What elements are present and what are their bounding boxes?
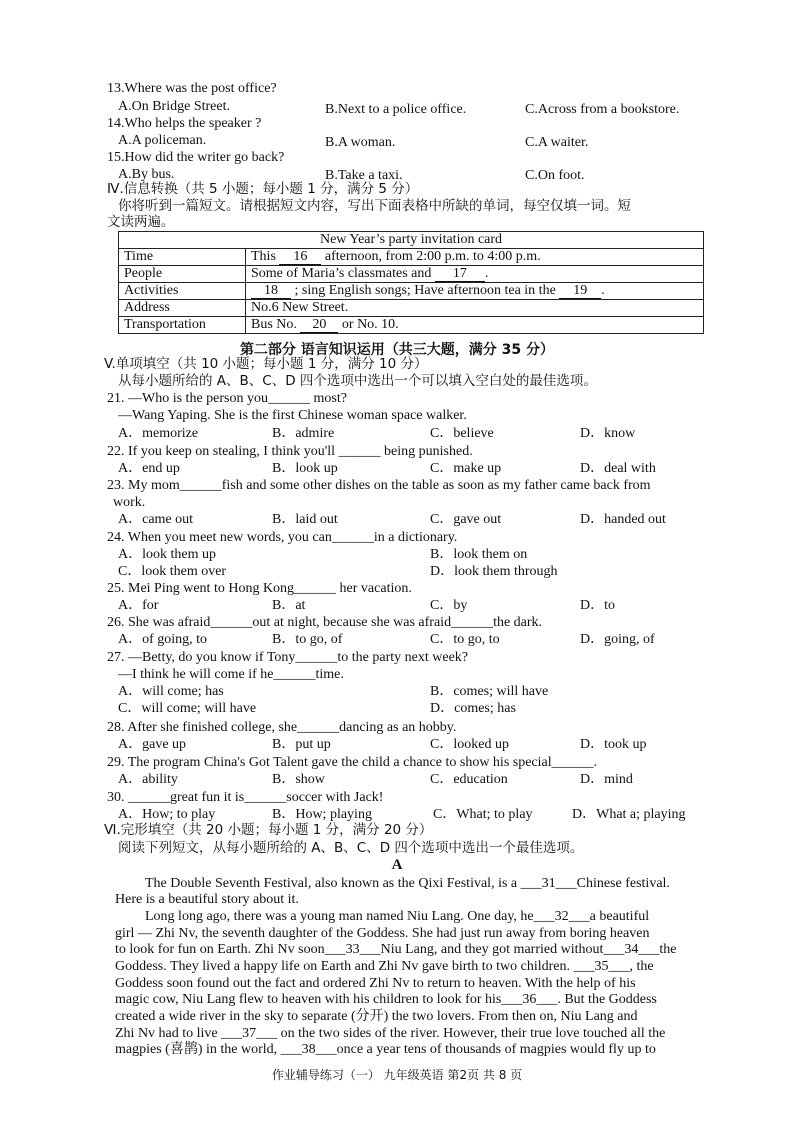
part-2-heading: 第二部分 语言知识运用（共三大题，满分 35 分） — [239, 342, 555, 358]
passage-line: Goddess. They lived a happy life on Earth and Zhi Nv gave birth to two children. ___35___, the — [115, 959, 654, 974]
question-14: 14.Who helps the speaker ? — [107, 116, 262, 131]
question-27: 27. —Betty, do you know if Tony______to the party next week? — [107, 650, 469, 665]
question-21-line2: —Wang Yaping. She is the first Chinese woman space walker. — [118, 408, 467, 423]
section-6-heading: Ⅵ.完形填空（共 20 小题；每小题 1 分，满分 20 分） — [104, 822, 433, 838]
row-value: Bus No. 20 or No. 10. — [246, 317, 704, 334]
blank-17[interactable]: 17 — [435, 267, 485, 282]
q30-option-a[interactable]: A．How; to play — [118, 807, 216, 822]
q21-option-d[interactable]: D．know — [580, 426, 636, 441]
row-value: 18 ; sing English songs; Have afternoon tea in the 19 . — [246, 283, 704, 300]
row-label: Activities — [119, 283, 246, 300]
q29-option-c[interactable]: C．education — [430, 772, 508, 787]
row-label: People — [119, 266, 246, 283]
table-row — [119, 266, 704, 283]
q13-option-b: B.Next to a police office. — [325, 102, 467, 117]
question-30: 30. ______great fun it is______soccer with Jack! — [107, 790, 384, 805]
q24-option-a[interactable]: A．look them up — [118, 547, 216, 562]
q14-option-c: C.A waiter. — [525, 135, 589, 150]
question-28: 28. After she finished college, she______dancing as an hobby. — [107, 720, 457, 735]
question-27-line2: —I think he will come if he______time. — [118, 667, 344, 682]
q27-option-d[interactable]: D．comes; has — [430, 701, 516, 716]
row-value: This 16 afternoon, from 2:00 p.m. to 4:00 p.m. — [246, 249, 704, 266]
q14-option-a: A.A policeman. — [118, 133, 207, 148]
q25-option-b[interactable]: B．at — [272, 598, 306, 613]
page-footer: 作业辅导练习（一） 九年级英语 第2页 共 8 页 — [271, 1068, 523, 1082]
question-25: 25. Mei Ping went to Hong Kong______ her vacation. — [107, 581, 412, 596]
q25-option-a[interactable]: A．for — [118, 598, 159, 613]
row-value: Some of Maria’s classmates and 17 . — [246, 266, 704, 283]
section-5-instruction: 从每小题所给的 A、B、C、D 四个选项中选出一个可以填入空白处的最佳选项。 — [118, 373, 597, 389]
q26-option-c[interactable]: C．to go, to — [430, 632, 500, 647]
passage-line: girl — Zhi Nv, the seventh daughter of the Goddess. She had just run away from boring heaven — [115, 926, 650, 941]
q23-option-d[interactable]: D．handed out — [580, 512, 666, 527]
q24-option-b[interactable]: B．look them on — [430, 547, 528, 562]
passage-line: Long long ago, there was a young man named Niu Lang. One day, he___32___a beautiful — [145, 909, 650, 924]
question-23: 23. My mom______fish and some other dishes on the table as soon as my father came back from — [107, 478, 651, 493]
q27-option-a[interactable]: A．will come; has — [118, 684, 224, 699]
row-label: Address — [119, 300, 246, 317]
passage-line: created a wide river in the sky to separate (分开) the two lovers. From then on, Niu Lang and — [115, 1009, 638, 1024]
question-23-line2: work. — [113, 495, 146, 510]
q24-option-c[interactable]: C．look them over — [118, 564, 227, 579]
q15-option-b: B.Take a taxi. — [325, 168, 403, 183]
q22-option-c[interactable]: C．make up — [430, 461, 502, 476]
question-22: 22. If you keep on stealing, I think you'll ______ being punished. — [107, 444, 473, 459]
row-label: Time — [119, 249, 246, 266]
card-title: New Year’s party invitation card — [119, 232, 704, 249]
section-4-heading: Ⅳ.信息转换（共 5 小题；每小题 1 分，满分 5 分） — [107, 181, 419, 197]
q13-option-c: C.Across from a bookstore. — [525, 102, 680, 117]
q23-option-c[interactable]: C．gave out — [430, 512, 502, 527]
question-24: 24. When you meet new words, you can______in a dictionary. — [107, 530, 458, 545]
question-29: 29. The program China's Got Talent gave the child a chance to show his special______. — [107, 755, 598, 770]
q29-option-b[interactable]: B．show — [272, 772, 325, 787]
q29-option-a[interactable]: A．ability — [118, 772, 178, 787]
row-label: Transportation — [119, 317, 246, 334]
q21-option-c[interactable]: C．believe — [430, 426, 494, 441]
table-row — [119, 283, 704, 300]
q27-option-b[interactable]: B．comes; will have — [430, 684, 549, 699]
q23-option-b[interactable]: B．laid out — [272, 512, 338, 527]
q22-option-b[interactable]: B．look up — [272, 461, 338, 476]
q28-option-d[interactable]: D．took up — [580, 737, 647, 752]
passage-line: magic cow, Niu Lang flew to heaven with his children to look for his___36___. But the Goddess — [115, 992, 657, 1007]
passage-line: Here is a beautiful story about it. — [115, 892, 299, 907]
passage-letter: A — [391, 857, 403, 873]
question-15: 15.How did the writer go back? — [107, 150, 285, 165]
q27-option-c[interactable]: C．will come; will have — [118, 701, 257, 716]
section-4-instruction-cont: 文读两遍。 — [107, 214, 175, 230]
blank-18[interactable]: 18 — [251, 284, 291, 299]
q30-option-b[interactable]: B．How; playing — [272, 807, 372, 822]
q23-option-a[interactable]: A．came out — [118, 512, 194, 527]
table-row — [119, 249, 704, 266]
question-13: 13.Where was the post office? — [107, 81, 277, 96]
q28-option-a[interactable]: A．gave up — [118, 737, 187, 752]
q28-option-c[interactable]: C．looked up — [430, 737, 509, 752]
blank-16[interactable]: 16 — [279, 250, 321, 265]
q26-option-a[interactable]: A．of going, to — [118, 632, 208, 647]
section-4-instruction: 你将听到一篇短文。请根据短文内容，写出下面表格中所缺的单词，每空仅填一词。短 — [118, 198, 631, 214]
q30-option-d[interactable]: D．What a; playing — [572, 807, 686, 822]
q26-option-d[interactable]: D．going, of — [580, 632, 655, 647]
q29-option-d[interactable]: D．mind — [580, 772, 633, 787]
passage-line: magpies (喜鹊) in the world, ___38___once a year tens of thousands of magpies would fly up to — [115, 1042, 656, 1057]
blank-20[interactable]: 20 — [300, 318, 338, 333]
passage-line: Goddess soon found out the fact and ordered Zhi Nv to return to heaven. With the help of his — [115, 976, 636, 991]
q22-option-d[interactable]: D．deal with — [580, 461, 656, 476]
section-6-instruction: 阅读下列短文，从每小题所给的 A、B、C、D 四个选项中选出一个最佳选项。 — [118, 840, 584, 856]
q24-option-d[interactable]: D．look them through — [430, 564, 558, 579]
q25-option-c[interactable]: C．by — [430, 598, 468, 613]
invitation-card-table — [118, 231, 704, 334]
q15-option-c: C.On foot. — [525, 168, 585, 183]
q13-option-a: A.On Bridge Street. — [118, 99, 230, 114]
question-21: 21. —Who is the person you______ most? — [107, 391, 347, 406]
q22-option-a[interactable]: A．end up — [118, 461, 180, 476]
q21-option-b[interactable]: B．admire — [272, 426, 335, 441]
question-26: 26. She was afraid______out at night, because she was afraid______the dark. — [107, 615, 543, 630]
passage-line: Zhi Nv had to live ___37___ on the two sides of the river. However, their true love touched all the — [115, 1026, 666, 1041]
q30-option-c[interactable]: C．What; to play — [433, 807, 533, 822]
passage-line: The Double Seventh Festival, also known as the Qixi Festival, is a ___31___Chinese festival. — [145, 876, 670, 891]
passage-line: to look for fun on Earth. Zhi Nv soon___33___Niu Lang, and they got married without___34___the — [115, 942, 677, 957]
section-5-heading: V.单项填空（共 10 小题；每小题 1 分，满分 10 分） — [104, 356, 428, 372]
q14-option-b: B.A woman. — [325, 135, 396, 150]
q28-option-b[interactable]: B．put up — [272, 737, 331, 752]
blank-19[interactable]: 19 — [559, 284, 601, 299]
q26-option-b[interactable]: B．to go, of — [272, 632, 343, 647]
q15-option-a: A.By bus. — [118, 167, 175, 182]
row-value: No.6 New Street. — [246, 300, 704, 317]
table-row — [119, 317, 704, 334]
q21-option-a[interactable]: A．memorize — [118, 426, 199, 441]
q25-option-d[interactable]: D．to — [580, 598, 615, 613]
table-row — [119, 300, 704, 317]
